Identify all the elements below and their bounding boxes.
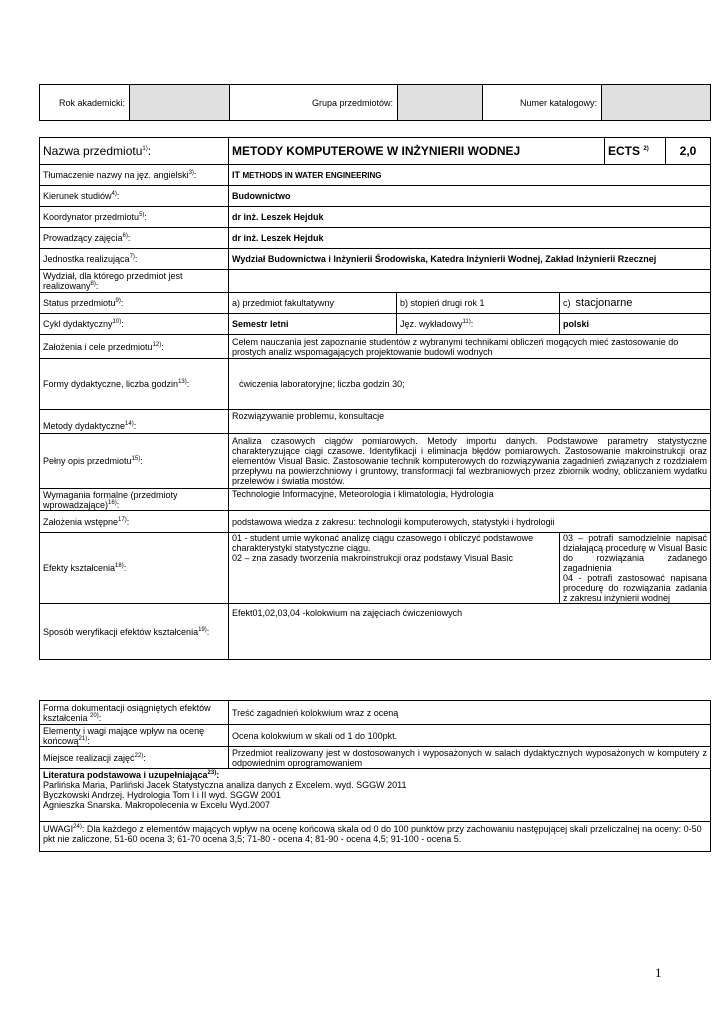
forms-row xyxy=(40,359,711,410)
methods-label: Metody dydaktyczne$^{14)}$: xyxy=(40,410,229,434)
unit-row xyxy=(40,249,711,270)
course-name-value: METODY KOMPUTEROWE W INŻYNIERII WODNEJ xyxy=(229,138,605,165)
prerequisites-row xyxy=(40,511,711,533)
place-label: Miejsce realizacji zajęć$^{22)}$: xyxy=(40,747,229,769)
faculty-row xyxy=(40,270,711,293)
literature-item: Byczkowski Andrzej. Hydrologia Tom I i II wyd. SGGW 2001 xyxy=(43,790,281,800)
goals-label: Założenia i cele przedmiotu$^{12)}$: xyxy=(40,335,229,359)
literature-row xyxy=(40,769,711,822)
field-value: Budownictwo xyxy=(229,186,711,207)
field-label: Kierunek studiów$^{4)}$: xyxy=(40,186,229,207)
translation-label: Tłumaczenie nazwy na jęz. angielski$^{3)}$: xyxy=(40,165,229,186)
faculty-label: Wydział, dla którego przedmiot jest realizowany$^{8)}$: xyxy=(40,270,229,293)
goals-row xyxy=(40,335,711,359)
place-value: Przedmiot realizowany jest w dostosowanych i wyposażonych w salach dydaktycznych wyposażonych w komputery z odpowiednim oprogramowaniem xyxy=(229,747,711,769)
outcomes-left: 01 - student umie wykonać analizę ciągu czasowego i obliczyć podstawowe charakterystyki statystyczne ciągu. 02 – zna zasady tworzenia makroinstrukcji oraz podstawy Visual Basic xyxy=(229,533,560,604)
requirements-row xyxy=(40,489,711,511)
language-value: polski xyxy=(560,314,711,335)
documentation-label: Forma dokumentacji osiągniętych efektów kształcenia $^{20)}$: xyxy=(40,701,229,725)
assessment-table xyxy=(39,700,711,852)
academic-year-label: Rok akademicki: xyxy=(40,85,130,121)
course-name-row xyxy=(40,138,711,165)
catalog-number-label: Numer katalogowy: xyxy=(483,85,602,121)
course-name-label: Nazwa przedmiotu$^{1)}$: xyxy=(40,138,229,165)
forms-label: Formy dydaktyczne, liczba godzin$^{13)}$: xyxy=(40,359,229,410)
ects-label: ECTS $^{2)}$ xyxy=(605,138,666,165)
outcomes-label: Efekty kształcenia$^{18)}$: xyxy=(40,533,229,604)
forms-value: ćwiczenia laboratoryjne; liczba godzin 30; xyxy=(229,359,711,410)
methods-row xyxy=(40,410,711,434)
cycle-value: Semestr letni xyxy=(229,314,397,335)
catalog-header-table xyxy=(39,84,711,121)
status-a: a) przedmiot fakultatywny xyxy=(229,293,397,314)
prerequisites-value: podstawowa wiedza z zakresu: technologii komputerowych, statystyki i hydrologii xyxy=(229,511,711,533)
coordinator-row xyxy=(40,207,711,228)
lecturer-value: dr inż. Leszek Hejduk xyxy=(229,228,711,249)
translation-row xyxy=(40,165,711,186)
course-description-table xyxy=(39,137,711,660)
notes-cell: UWAGI$^{24)}$: Dla każdego z elementów mających wpływ na ocenę końcowa skala od 0 do 100 punktów przy zachowaniu następującej skali przeliczalnej na oceny: 0-50 pkt nie zaliczone, 51-60 ocena 3; 61-70 ocena 3,5; 71-80 - ocena 4; 81-90 - ocena 4,5; 91-100 - ocena 5. xyxy=(40,822,711,852)
documentation-value: Treść zagadnień kolokwium wraz z oceną xyxy=(229,701,711,725)
literature-heading: Literatura podstawowa i uzupełniająca$^{23)}$: xyxy=(43,770,220,780)
cycle-label: Cykl dydaktyczny$^{10)}$: xyxy=(40,314,229,335)
verification-label: Sposób weryfikacji efektów kształcenia$^{19)}$: xyxy=(40,604,229,660)
goals-value: Celem nauczania jest zapoznanie studentów z wybranymi technikami obliczeń mogących mieć zastosowanie do prostych analiz wspomagających projektowanie budowli wodnych xyxy=(229,335,711,359)
catalog-number-field[interactable] xyxy=(602,85,711,121)
ects-value: 2,0 xyxy=(666,138,711,165)
weights-label: Elementy i wagi mające wpływ na ocenę końcową$^{21)}$: xyxy=(40,725,229,747)
methods-value: Rozwiązywanie problemu, konsultacje xyxy=(229,410,711,434)
page-number: 1 xyxy=(655,965,662,980)
status-label: Status przedmiotu$^{9)}$: xyxy=(40,293,229,314)
requirements-value: Technologie Informacyjne, Meteorologia i klimatologia, Hydrologia xyxy=(229,489,711,511)
translation-value: IT METHODS IN WATER ENGINEERING xyxy=(229,165,711,186)
outcomes-row xyxy=(40,533,711,604)
notes-row xyxy=(40,822,711,852)
literature-cell xyxy=(40,769,711,822)
coordinator-label: Koordynator przedmiotu$^{5)}$: xyxy=(40,207,229,228)
lecturer-label: Prowadzący zajęcia$^{6)}$: xyxy=(40,228,229,249)
status-row xyxy=(40,293,711,314)
lecturer-row xyxy=(40,228,711,249)
faculty-value xyxy=(229,270,711,293)
place-row xyxy=(40,747,711,769)
subject-group-label: Grupa przedmiotów: xyxy=(230,85,398,121)
requirements-label: Wymagania formalne (przedmioty wprowadzające)$^{16)}$: xyxy=(40,489,229,511)
status-b: b) stopień drugi rok 1 xyxy=(397,293,560,314)
literature-item: Parlińska Maria, Parliński Jacek Statystyczna analiza danych z Excelem. wyd. SGGW 2011 xyxy=(43,780,407,790)
language-label: Jęz. wykładowy$^{11)}$: xyxy=(397,314,560,335)
documentation-row xyxy=(40,701,711,725)
outcomes-right: 03 – potrafi samodzielnie napisać działającą procedurę w Visual Basic do rozwiązania zadanego zagadnienia 04 - potrafi zastosować napisana procedurę do rozwiązania zadania z zakresu inżynierii wodnej xyxy=(560,533,711,604)
unit-label: Jednostka realizująca$^{7)}$: xyxy=(40,249,229,270)
verification-row xyxy=(40,604,711,660)
status-c: c) stacjonarne xyxy=(560,293,711,314)
weights-value: Ocena kolokwium w skali od 1 do 100pkt. xyxy=(229,725,711,747)
academic-year-field[interactable] xyxy=(130,85,230,121)
prerequisites-label: Założenia wstępne$^{17)}$: xyxy=(40,511,229,533)
description-label: Pełny opis przedmiotu$^{15)}$: xyxy=(40,434,229,489)
verification-value: Efekt01,02,03,04 -kolokwium na zajęciach ćwiczeniowych xyxy=(229,604,711,660)
subject-group-field[interactable] xyxy=(398,85,483,121)
literature-item: Agnieszka Snarska. Makropolecenia w Excelu Wyd.2007 xyxy=(43,800,271,810)
description-value: Analiza czasowych ciągów pomiarowych. Metody importu danych. Podstawowe parametry statystyczne charakteryzujące ciągi czasowe. Identyfikacji i eliminacja błędów pomiarowych. Zastosowanie makroinstrukcji oraz elementów Visual Basic. Zastosowanie technik komputerowych do rozwiązywania zagadnień związanych z rozdziałem przepływu na powierzchniowy i gruntowy, transformacji fal wezbraniowych przez zbiornik wodny, obliczaniem wydatku przelewów i światła mostów. xyxy=(229,434,711,489)
coordinator-value: dr inż. Leszek Hejduk xyxy=(229,207,711,228)
weights-row xyxy=(40,725,711,747)
field-row xyxy=(40,186,711,207)
cycle-row xyxy=(40,314,711,335)
description-row xyxy=(40,434,711,489)
unit-value: Wydział Budownictwa i Inżynierii Środowiska, Katedra Inżynierii Wodnej, Zakład Inżynierii Rzecznej xyxy=(229,249,711,270)
